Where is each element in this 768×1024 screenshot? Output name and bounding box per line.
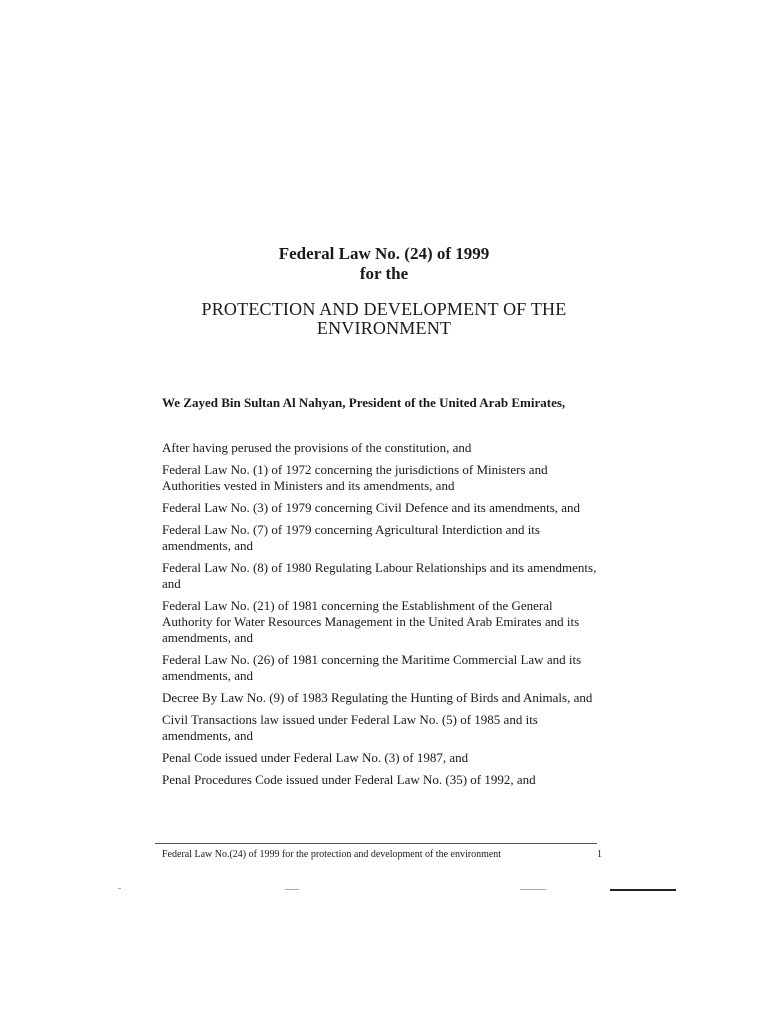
clause: Federal Law No. (7) of 1979 concerning Agricultural Interdiction and its amendments, and <box>162 522 540 553</box>
clause: Decree By Law No. (9) of 1983 Regulating the Hunting of Birds and Animals, and <box>162 690 593 705</box>
clause: Federal Law No. (3) of 1979 concerning Civil Defence and its amendments, and <box>162 500 581 515</box>
footer-title: Federal Law No.(24) of 1999 for the protection and development of the environment <box>162 849 502 860</box>
clause: Federal Law No. (21) of 1981 concerning the Establishment of the General Authority for Water Resources Management in the United Arab Emirates and its amendments, and <box>162 598 580 645</box>
scan-speck <box>118 888 121 889</box>
clause: Penal Code issued under Federal Law No. (3) of 1987, and <box>162 750 469 765</box>
page-number: 1 <box>597 849 602 860</box>
clause: Civil Transactions law issued under Federal Law No. (5) of 1985 and its amendments, and <box>162 712 538 743</box>
scan-speck <box>520 889 546 890</box>
law-subtitle-line1: PROTECTION AND DEVELOPMENT OF THE <box>201 299 567 319</box>
clause: Federal Law No. (26) of 1981 concerning the Maritime Commercial Law and its amendments, and <box>162 652 582 683</box>
law-title-connector: for the <box>359 264 409 283</box>
clause: Penal Procedures Code issued under Federal Law No. (35) of 1992, and <box>162 772 536 787</box>
clause: After having perused the provisions of the constitution, and <box>162 440 472 455</box>
clause: Federal Law No. (1) of 1972 concerning the jurisdictions of Ministers and Authorities vested in Ministers and its amendments, and <box>162 462 548 493</box>
scan-speck <box>285 889 299 890</box>
preamble: We Zayed Bin Sultan Al Nahyan, President of the United Arab Emirates, <box>162 395 566 410</box>
clause: Federal Law No. (8) of 1980 Regulating Labour Relationships and its amendments, and <box>162 560 597 591</box>
law-title: Federal Law No. (24) of 1999 <box>278 244 490 263</box>
law-subtitle-line2: ENVIRONMENT <box>316 318 452 338</box>
footer-divider <box>155 843 597 844</box>
page-footer <box>162 849 602 860</box>
scan-artifact-line <box>610 889 676 891</box>
clause-list <box>162 440 602 794</box>
